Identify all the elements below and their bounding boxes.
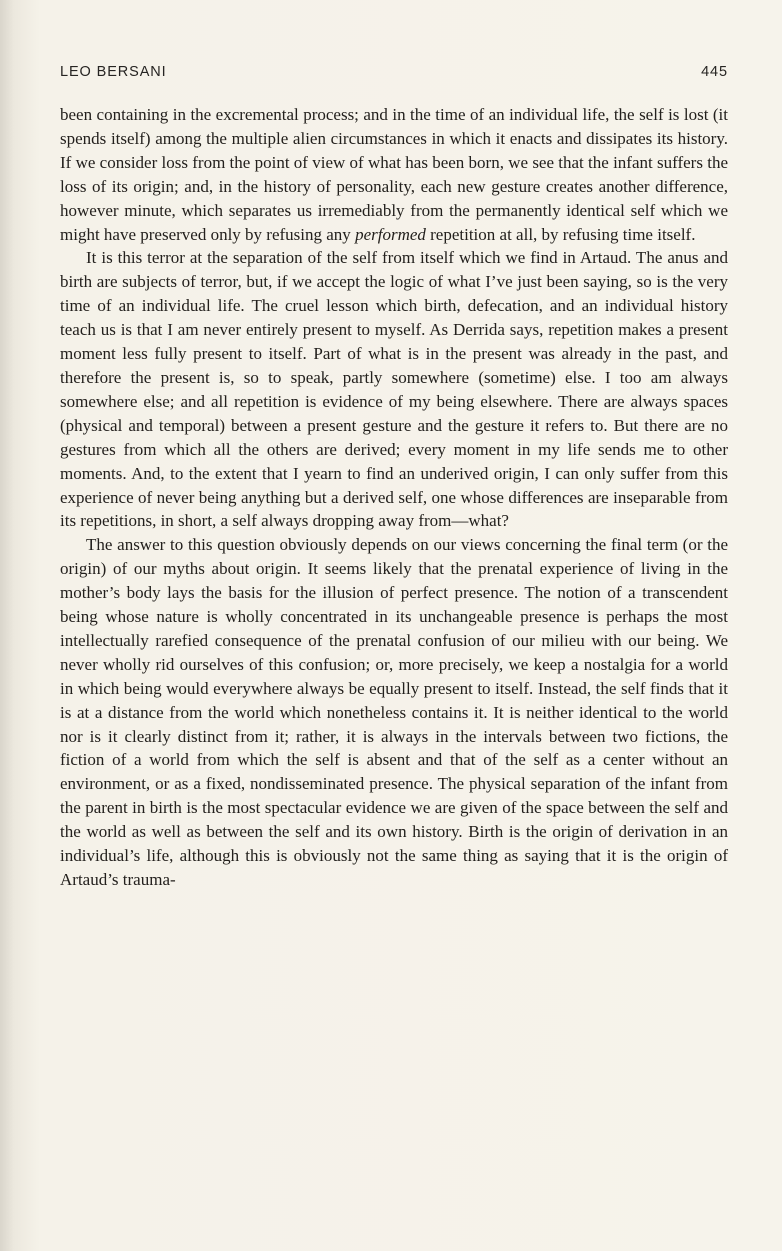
paragraph-3: The answer to this question obviously depends on our views concerning the final term (or the origin) of our myths about origin. It seems likely that the prenatal experience of living in the mother’s body lays the basis for the illusion of perfect presence. The notion of a transcendent being whose nature is wholly concentrated in its unchangeable presence is perhaps the most intellectually rarefied consequence of the prenatal confusion of our milieu with our being. We never wholly rid ourselves of this confusion; or, more precisely, we keep a nostalgia for a world in which being would everywhere always be equally present to itself. Instead, the self finds that it is at a distance from the world which nonetheless contains it. It is neither identical to the world nor is it clearly distinct from it; rather, it is always in the intervals between two fictions, the fiction of a world from which the self is absent and that of the self as a center without an environment, or as a fixed, nondisseminated presence. The physical separation of the infant from the parent in birth is the most spectacular evidence we are given of the space between the self and the world as well as between the self and its own history. Birth is the origin of derivation in an individual’s life, although this is obviously not the same thing as saying that it is the origin of Artaud’s trauma-	[60, 535, 728, 889]
paragraph-1	[60, 103, 728, 246]
page-header	[60, 64, 728, 86]
running-head: LEO BERSANI	[60, 64, 167, 80]
body-text	[60, 103, 728, 892]
emphasized-word: performed	[355, 224, 426, 244]
page-number: 445	[701, 64, 728, 80]
paragraph-1-text-start: been containing in the excremental process; and in the time of an individual life, the self is lost (it spends itself) among the multiple alien circumstances in which it enacts and dissipates its history. If we consider loss from the point of view of what has been born, we see that the infant suffers the loss of its origin; and, in the history of personality, each new gesture creates another difference, however minute, which separates us irremediably from the permanently identical self which we might have preserved only by refusing any	[60, 105, 728, 244]
paragraph-1-text-end: repetition at all, by refusing time itself.	[425, 224, 696, 244]
paragraph-2: It is this terror at the separation of the self from itself which we find in Artaud. The anus and birth are subjects of terror, but, if we accept the logic of what I’ve just been saying, so is the very time of an individual life. The cruel lesson which birth, defecation, and an individual history teach us is that I am never entirely present to myself. As Derrida says, repetition makes a present moment less fully present to itself. Part of what is in the present was already in the past, and therefore the present is, so to speak, partly somewhere (sometime) else. I too am always somewhere else; and all repetition is evidence of my being elsewhere. There are always spaces (physical and temporal) between a present gesture and the gesture it refers to. But there are no gestures from which all the others are derived; every moment in my life sends me to other moments. And, to the extent that I yearn to find an underived origin, I can only suffer from this experience of never being anything but a derived self, one whose differences are inseparable from its repetitions, in short, a self always dropping away from—what?	[60, 248, 728, 531]
